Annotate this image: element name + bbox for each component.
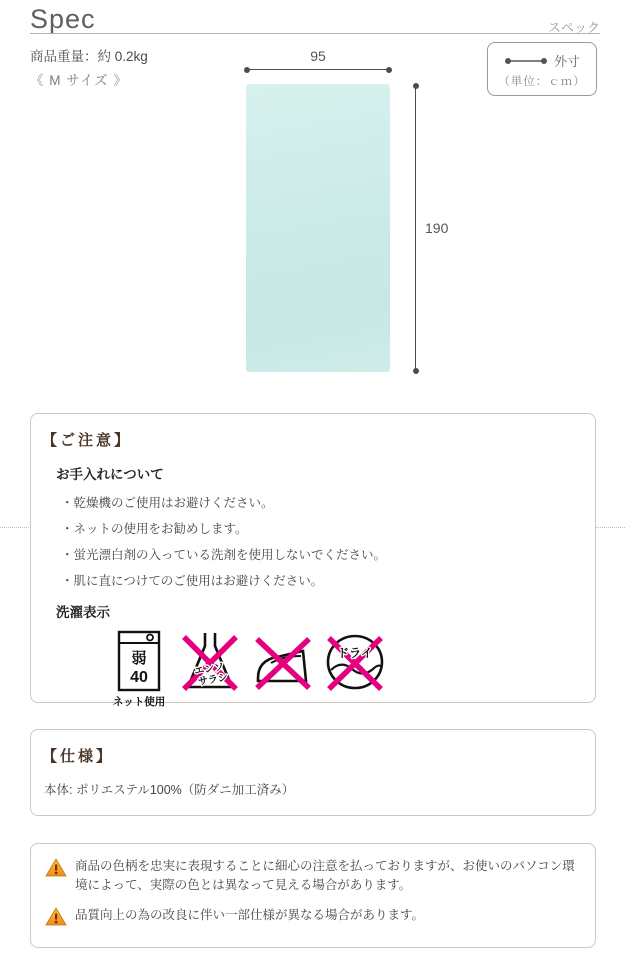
dimension-legend-box — [487, 42, 597, 96]
care-item: ・ネットの使用をお勧めします。 — [61, 522, 248, 536]
width-dimension-line — [246, 69, 390, 70]
wash-symbols-row — [111, 630, 595, 709]
care-item: ・蛍光漂白剤の入っている洗剤を使用しないでください。 — [61, 548, 387, 562]
caution-heading: 【ご注意】 — [42, 432, 133, 449]
note-item — [45, 857, 581, 895]
no-iron-icon — [253, 630, 311, 694]
machine-wash-symbol — [117, 630, 161, 692]
svg-text:弱: 弱 — [131, 650, 147, 667]
care-title: お手入れについて — [56, 467, 164, 482]
no-chlorine-bleach-icon — [181, 630, 239, 694]
dimension-line-icon — [504, 57, 548, 65]
notes-box — [30, 843, 596, 948]
product-size-label: 《 M サイズ 》 — [30, 73, 128, 88]
height-dimension-line — [415, 85, 416, 372]
svg-text:エンソ: エンソ — [193, 661, 225, 678]
dimension-dot — [413, 83, 419, 89]
svg-text:40: 40 — [130, 669, 148, 686]
note-text: 品質向上の為の改良に伴い一部仕様が異なる場合があります。 — [75, 908, 425, 922]
wash-label-title: 洗濯表示 — [56, 605, 110, 620]
care-list — [61, 490, 595, 594]
note-text: 商品の色柄を忠実に表現することに細心の注意を払っておりますが、お使いのパソコン環境によって、実際の色とは異なって見える場合があります。 — [75, 859, 575, 892]
page-subtitle: スペック — [547, 20, 600, 35]
svg-text:サラシ: サラシ — [197, 672, 229, 688]
product-weight: 商品重量：約 0.2kg — [30, 49, 148, 64]
note-item — [45, 906, 581, 926]
spec-material: 本体: ポリエステル100%（防ダニ加工済み） — [44, 783, 295, 797]
legend-title: 外寸 — [553, 54, 580, 69]
warning-icon — [45, 858, 67, 877]
dimension-dot — [413, 368, 419, 374]
care-item: ・肌に直につけてのご使用はお避けください。 — [61, 574, 324, 588]
page-title: Spec — [30, 4, 96, 34]
dimension-dot — [244, 67, 250, 73]
header-divider — [30, 33, 600, 34]
machine-wash-caption: ネット使用 — [112, 696, 166, 708]
spec-box — [30, 729, 596, 816]
legend-unit: （単位：ｃｍ） — [498, 76, 586, 88]
care-item: ・乾燥機のご使用はお避けください。 — [61, 496, 274, 510]
warning-icon — [45, 907, 67, 926]
no-dry-clean-icon — [325, 630, 385, 694]
height-dimension-value: 190 — [425, 220, 449, 236]
product-image — [246, 84, 390, 372]
caution-box — [30, 413, 596, 708]
spec-heading: 【仕様】 — [42, 748, 115, 765]
dimension-dot — [386, 67, 392, 73]
width-dimension-value: 95 — [310, 48, 326, 64]
machine-wash-weak-40-icon — [111, 630, 167, 709]
svg-text:ドライ: ドライ — [337, 646, 373, 660]
